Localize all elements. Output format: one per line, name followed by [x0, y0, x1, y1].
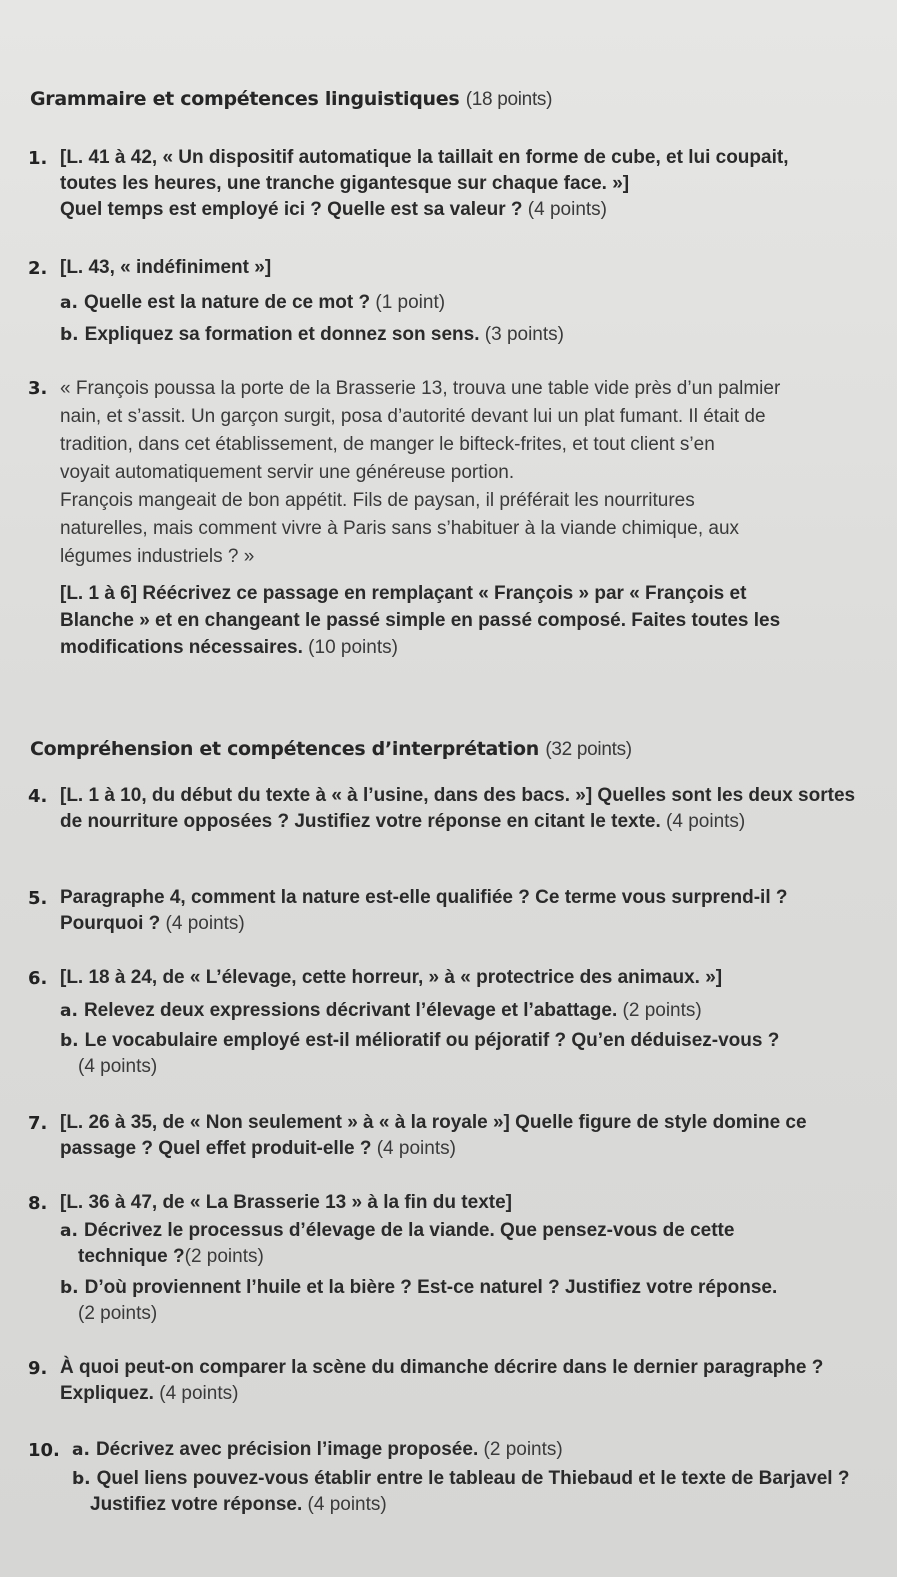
question-10b: b. Quel liens pouvez-vous établir entre le tableau de Thiebaud et le texte de Barjavel ? Justifiez votre réponse. (4 points)	[72, 1468, 850, 1515]
question-8b: b. D’où proviennent l’huile et la bière ? Est-ce naturel ? Justifiez votre réponse. (2 points)	[60, 1277, 778, 1324]
question-number-10: 10.	[28, 1440, 60, 1461]
question-1: [L. 41 à 42, « Un dispositif automatique la taillait en forme de cube, et lui coupait, toutes les heures, une tranche gigantesque sur chaque face. »] Quel temps est employé ici ? Quelle est sa valeur ? (4 points)	[60, 147, 789, 220]
question-number-3: 3.	[28, 378, 48, 399]
question-7: [L. 26 à 35, de « Non seulement » à « à la royale »] Quelle figure de style domine ce passage ? Quel effet produit-elle ? (4 points)	[60, 1112, 807, 1159]
question-8: [L. 36 à 47, de « La Brasserie 13 » à la fin du texte]	[60, 1192, 512, 1213]
question-6a: a. Relevez deux expressions décrivant l’élevage et l’abattage. (2 points)	[60, 1000, 702, 1021]
question-9: À quoi peut-on comparer la scène du dimanche décrire dans le dernier paragraphe ? Expliquez. (4 points)	[60, 1357, 824, 1404]
question-5: Paragraphe 4, comment la nature est-elle qualifiée ? Ce terme vous surprend-il ? Pourquoi ? (4 points)	[60, 887, 788, 934]
question-number-6: 6.	[28, 968, 48, 989]
question-2b: b. Expliquez sa formation et donnez son sens. (3 points)	[60, 324, 564, 345]
question-8a: a. Décrivez le processus d’élevage de la viande. Que pensez-vous de cette technique ?(2 points)	[60, 1220, 735, 1267]
question-6b: b. Le vocabulaire employé est-il mélioratif ou péjoratif ? Qu’en déduisez-vous ? (4 points)	[60, 1030, 780, 1077]
section-title-grammar: Grammaire et compétences linguistiques (18 points)	[30, 88, 553, 110]
question-3-instructions: [L. 1 à 6] Réécrivez ce passage en remplaçant « François » par « François et Blanche » et en changeant le passé simple en passé composé. Faites toutes les modifications nécessaires. (10 points)	[60, 583, 781, 658]
section-title-comprehension: Compréhension et compétences d’interprétation (32 points)	[30, 738, 632, 760]
question-number-9: 9.	[28, 1358, 48, 1379]
question-number-5: 5.	[28, 888, 48, 909]
question-3-quote: « François poussa la porte de la Brasserie 13, trouva une table vide près d’un palmier nain, et s’assit. Un garçon surgit, posa d’autorité devant lui un plat fumant. Il était de tradition, dans cet établissement, de manger le bifteck-frites, et tout client s’en voyait automatiquement servir une généreuse portion. François mangeait de bon appétit. Fils de paysan, il préférait les nourritures naturelles, mais comment vivre à Paris sans s’habituer à la viande chimique, aux légumes industriels ? »	[60, 378, 781, 567]
question-number-2: 2.	[28, 258, 48, 279]
question-2: [L. 43, « indéfiniment »]	[60, 257, 272, 278]
question-number-4: 4.	[28, 786, 48, 807]
question-number-1: 1.	[28, 148, 48, 169]
question-2a: a. Quelle est la nature de ce mot ? (1 point)	[60, 292, 446, 313]
question-10a: a. Décrivez avec précision l’image proposée. (2 points)	[72, 1439, 563, 1460]
question-6: [L. 18 à 24, de « L’élevage, cette horreur, » à « protectrice des animaux. »]	[60, 967, 723, 988]
question-number-8: 8.	[28, 1193, 48, 1214]
question-4: [L. 1 à 10, du début du texte à « à l’usine, dans des bacs. »] Quelles sont les deux sortes de nourriture opposées ? Justifiez votre réponse en citant le texte. (4 points)	[60, 785, 856, 832]
question-number-7: 7.	[28, 1113, 48, 1134]
